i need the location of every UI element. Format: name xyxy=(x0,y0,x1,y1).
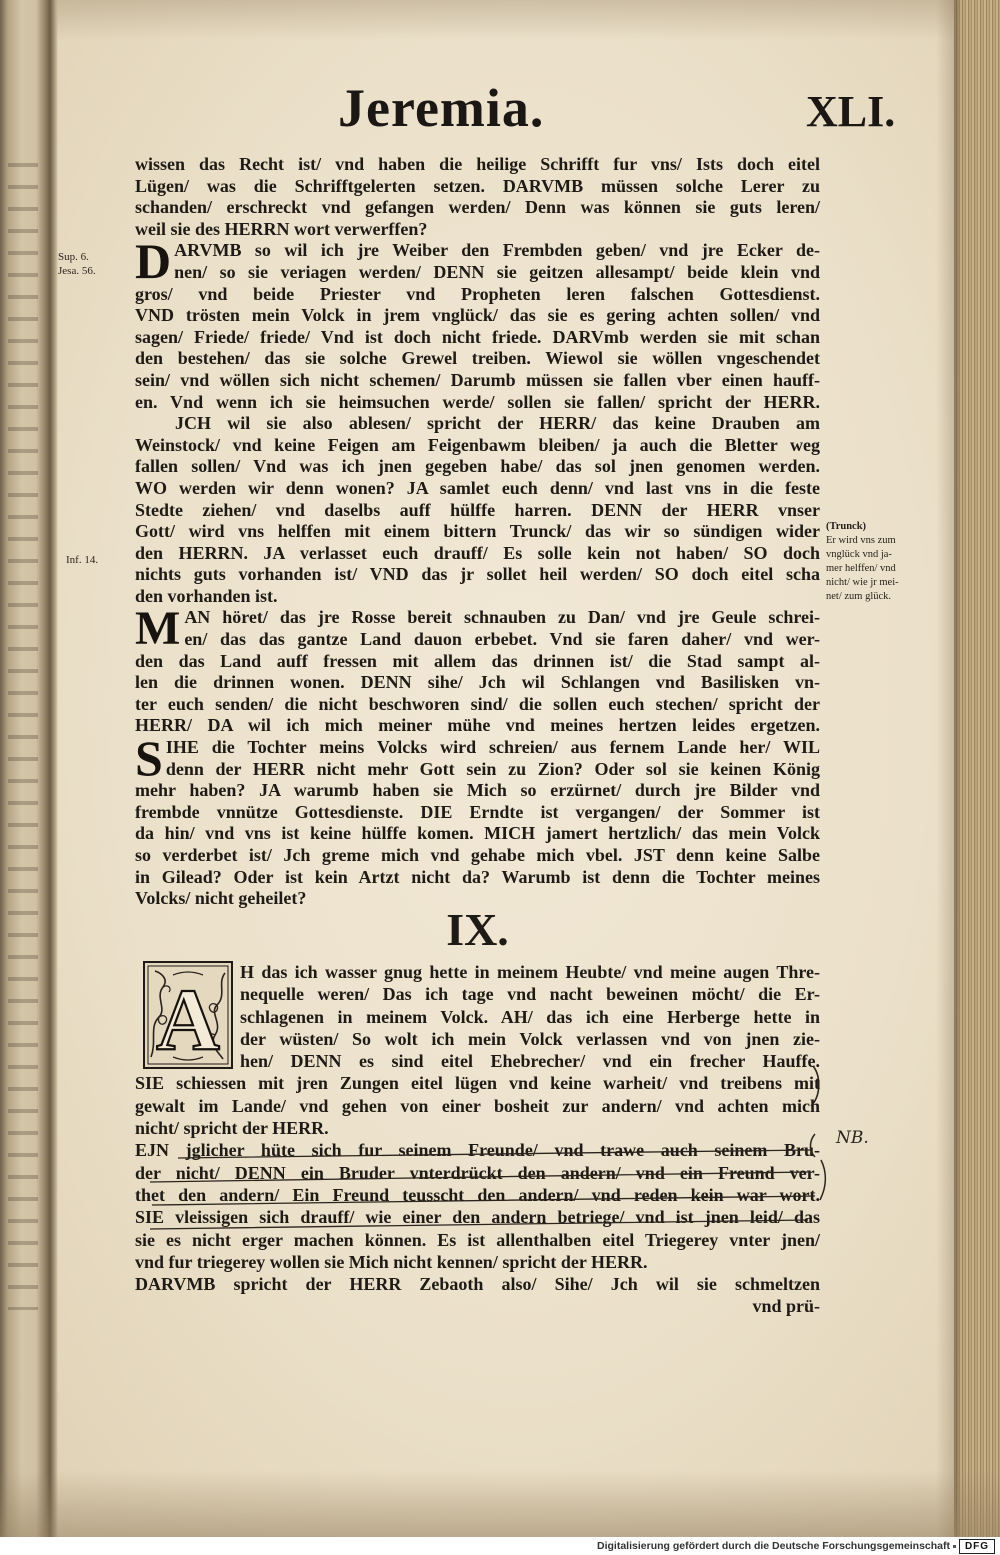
gloss-line: vnglück vnd ja- xyxy=(826,549,892,560)
book-fore-edge xyxy=(954,0,1000,1537)
text-line: den vorhanden ist. xyxy=(135,585,278,606)
text-line: HERR/ DA wil ich mich meiner mühe vnd meines hertzen leides ergetzen. xyxy=(135,715,820,736)
text-line: den das Land auff fressen mit allem das drinnen ist/ die Stad sampt al- xyxy=(135,650,820,671)
paragraph xyxy=(135,233,820,413)
text-line: frembde vnnütze Gottesdienste. DIE Erndte ist vergangen/ der Sommer ist xyxy=(135,801,820,822)
facing-page-gutter xyxy=(0,0,58,1537)
text-line: nequelle weren/ Das ich tage vnd nacht beweinen möcht/ die Er- xyxy=(240,984,820,1005)
text-line: ter euch senden/ die nicht beschworen sind/ die sollen euch stechen/ spricht der xyxy=(135,693,820,714)
text-line: SIE schiessen mit jren Zungen eitel lügen vnd keine warheit/ vnd treibens mit xyxy=(135,1073,820,1094)
paragraph xyxy=(135,1139,820,1273)
drop-cap-initial: D xyxy=(135,233,172,290)
digitization-footer xyxy=(0,1537,1000,1555)
text-line: en. Vnd wenn ich sie heimsuchen werde/ sollen sie fallen/ spricht der HERR. xyxy=(135,391,820,412)
paragraph xyxy=(135,413,820,607)
text-line: hen/ DENN es sind eitel Ehebrecher/ vnd ein frecher Hauffe. xyxy=(240,1051,820,1072)
text-line: mehr haben? JA warumb haben sie Mich so erzürnet/ durch jre Bilder vnd xyxy=(135,780,820,801)
text-line: en/ das das gantze Land dauon erbebet. Vnd sie faren daher/ vnd wer- xyxy=(184,629,820,650)
text-line: denn der HERR nicht mehr Gott sein zu Zion? Oder sol sie keinen König xyxy=(165,758,820,779)
text-line: in Gilead? Oder ist kein Artzt nicht da? Warumb ist denn die Tochter meines xyxy=(135,866,820,887)
chapter-heading: IX. xyxy=(446,904,509,955)
main-text-block xyxy=(135,154,820,910)
text-line: den bestehen/ das sie solche Grewel treiben. Wiewol sie wöllen vngeschendet xyxy=(135,348,820,369)
chapter-text-block xyxy=(135,961,820,1318)
text-line: schlagenen in meinem Volck. AH/ das ich eine Herberge hette in xyxy=(240,1006,820,1027)
text-line: Gott/ wird vns helffen mit einem bittern Trunck/ das wir so sündigen wider xyxy=(135,521,820,542)
handwritten-note: NB. xyxy=(836,1128,869,1148)
text-line: EJN jglicher hüte sich fur seinem Freunde/ vnd trawe auch seinem Bru- xyxy=(135,1140,820,1161)
paragraph xyxy=(135,730,820,910)
paragraph xyxy=(135,1273,820,1318)
gloss-term: (Trunck) xyxy=(826,521,867,532)
drop-cap-initial: S xyxy=(135,730,163,787)
text-line: nicht/ spricht der HERR. xyxy=(135,1118,329,1139)
text-line: vnd fur triegerey wollen sie Mich nicht kennen/ spricht der HERR. xyxy=(135,1251,648,1272)
text-line: den HERRN. JA verlasset euch drauff/ Es solle kein not haben/ SO doch xyxy=(135,542,820,563)
text-line: nichts guts vorhanden ist/ VND das jr sollet heil werden/ SO doch eitel scha xyxy=(135,564,820,585)
paragraph xyxy=(135,154,820,240)
initial-letter: A xyxy=(156,972,220,1069)
margin-gloss xyxy=(826,520,930,604)
text-line: DARVMB spricht der HERR Zebaoth also/ Sihe/ Jch wil sie schmeltzen xyxy=(135,1274,820,1295)
text-line: nen/ so sie veriagen werden/ DENN sie geitzen allesampt/ beide klein vnd xyxy=(174,261,820,282)
dfg-logo: DFG xyxy=(959,1539,995,1554)
page-edge-shadow xyxy=(936,0,954,1537)
drop-cap-initial: M xyxy=(135,602,181,656)
text-line: sie es nicht erger machen können. Es ist allenthalben eitel Triegerey vnter jnen/ xyxy=(135,1229,820,1250)
text-line: thet den andern/ Ein Freund teusscht den andern/ vnd reden kein war wort. xyxy=(135,1184,820,1205)
text-line: ARVMB so wil ich jre Weiber den Frembden geben/ vnd jre Ecker de- xyxy=(174,240,820,261)
text-line: so verderbet ist/ Jch greme mich vnd gehabe mich vbel. JST denn keine Salbe xyxy=(135,845,820,865)
text-line: weil sie des HERRN wort verwerffen? xyxy=(135,218,428,239)
text-line: wissen das Recht ist/ vnd haben die heilige Schrifft fur vns/ Ists doch eitel xyxy=(135,154,820,174)
pen-bracket xyxy=(820,1160,825,1200)
text-line: gewalt im Lande/ vnd gehen von einer bosheit zur andern/ vnd achten mich xyxy=(135,1095,820,1116)
ornamental-initial xyxy=(143,961,233,1069)
text-line: H das ich wasser gnug hette in meinem Heubte/ vnd meine augen Thre- xyxy=(240,962,820,982)
footer-separator-dot xyxy=(953,1545,956,1548)
running-title: Jeremia. xyxy=(338,78,545,138)
margin-reference: Jesa. 56. xyxy=(58,265,96,277)
paragraph xyxy=(135,602,820,737)
text-line: SIE vleissigen sich drauff/ wie einer den andern betriege/ vnd ist jnen leid/ das xyxy=(135,1207,820,1228)
text-line: IHE die Tochter meins Volcks wird schreien/ aus fernem Lande her/ WIL xyxy=(165,737,820,758)
margin-reference: Inf. 14. xyxy=(66,554,99,566)
text-line: sagen/ Friede/ friede/ Vnd ist doch nicht friede. DARVmb werden sie mit schan xyxy=(135,326,820,347)
top-shadow xyxy=(0,0,1000,40)
footer-credit: Digitalisierung gefördert durch die Deutsche Forschungsgemeinschaft xyxy=(597,1540,950,1552)
text-line: VND trösten mein Volck in jrem vnglück/ das sie es gering achten sollen/ vnd xyxy=(135,305,820,326)
ornamental-initial-graphic xyxy=(143,961,233,1069)
text-line: JCH wil sie also ablesen/ spricht der HERR/ das keine Drauben am xyxy=(175,413,820,434)
text-line: Volcks/ nicht geheilet? xyxy=(135,888,307,909)
text-line: WO werden wir denn wonen? JA samlet euch denn/ vnd last vns in die feste xyxy=(135,477,820,498)
folio-number: XLI. xyxy=(806,87,896,136)
facing-page-text-fragments xyxy=(8,150,38,1310)
bottom-shadow xyxy=(0,1470,1000,1537)
text-line: Weinstock/ vnd keine Feigen am Feigenbawm bleiben/ ja auch die Bletter weg xyxy=(135,434,820,455)
catchword-line: vnd prü- xyxy=(752,1296,820,1317)
text-line: der nicht/ DENN ein Bruder vnterdrückt den andern/ vnd ein Freund ver- xyxy=(135,1162,820,1183)
gloss-line: net/ zum glück. xyxy=(826,591,892,602)
gloss-line: mer helffen/ vnd xyxy=(826,563,896,574)
text-line: sein/ vnd wöllen sich nicht schemen/ Darumb müssen sie fallen vber einen hauff- xyxy=(135,369,820,390)
paragraph xyxy=(135,961,820,1139)
margin-reference: Sup. 6. xyxy=(58,251,89,263)
text-line: gros/ vnd beide Priester vnd Propheten leren falschen Gottesdienst. xyxy=(135,283,820,304)
text-line: der wüsten/ So wolt ich mein Volck verlassen vnd von jnen zie- xyxy=(240,1028,820,1049)
text-line: fallen sollen/ Vnd was ich jnen gegeben habe/ das sol jnen genomen werden. xyxy=(135,456,820,477)
text-line: da hin/ vnd vns ist keine hülffe komen. MICH jamert hertzlich/ das mein Volck xyxy=(135,823,820,844)
text-line: schanden/ erschreckt vnd gefangen werden/ Denn was können sie guts leren/ xyxy=(135,197,820,218)
text-line: len die drinnen wonen. DENN sihe/ Jch wil Schlangen vnd Basilisken vn- xyxy=(135,672,820,693)
gloss-line: Er wird vns zum xyxy=(826,535,896,546)
text-line: AN höret/ das jre Rosse bereit schnauben zu Dan/ vnd jre Geule schrei- xyxy=(184,607,820,628)
text-line: Lügen/ was die Schrifftgelerten setzen. DARVMB müssen solche Lerer zu xyxy=(135,175,820,196)
text-line: Stedte ziehen/ vnd daselbs auff hülffe harren. DENN der HERR vnser xyxy=(135,499,820,520)
gloss-line: nicht/ wie jr mei- xyxy=(826,577,899,588)
